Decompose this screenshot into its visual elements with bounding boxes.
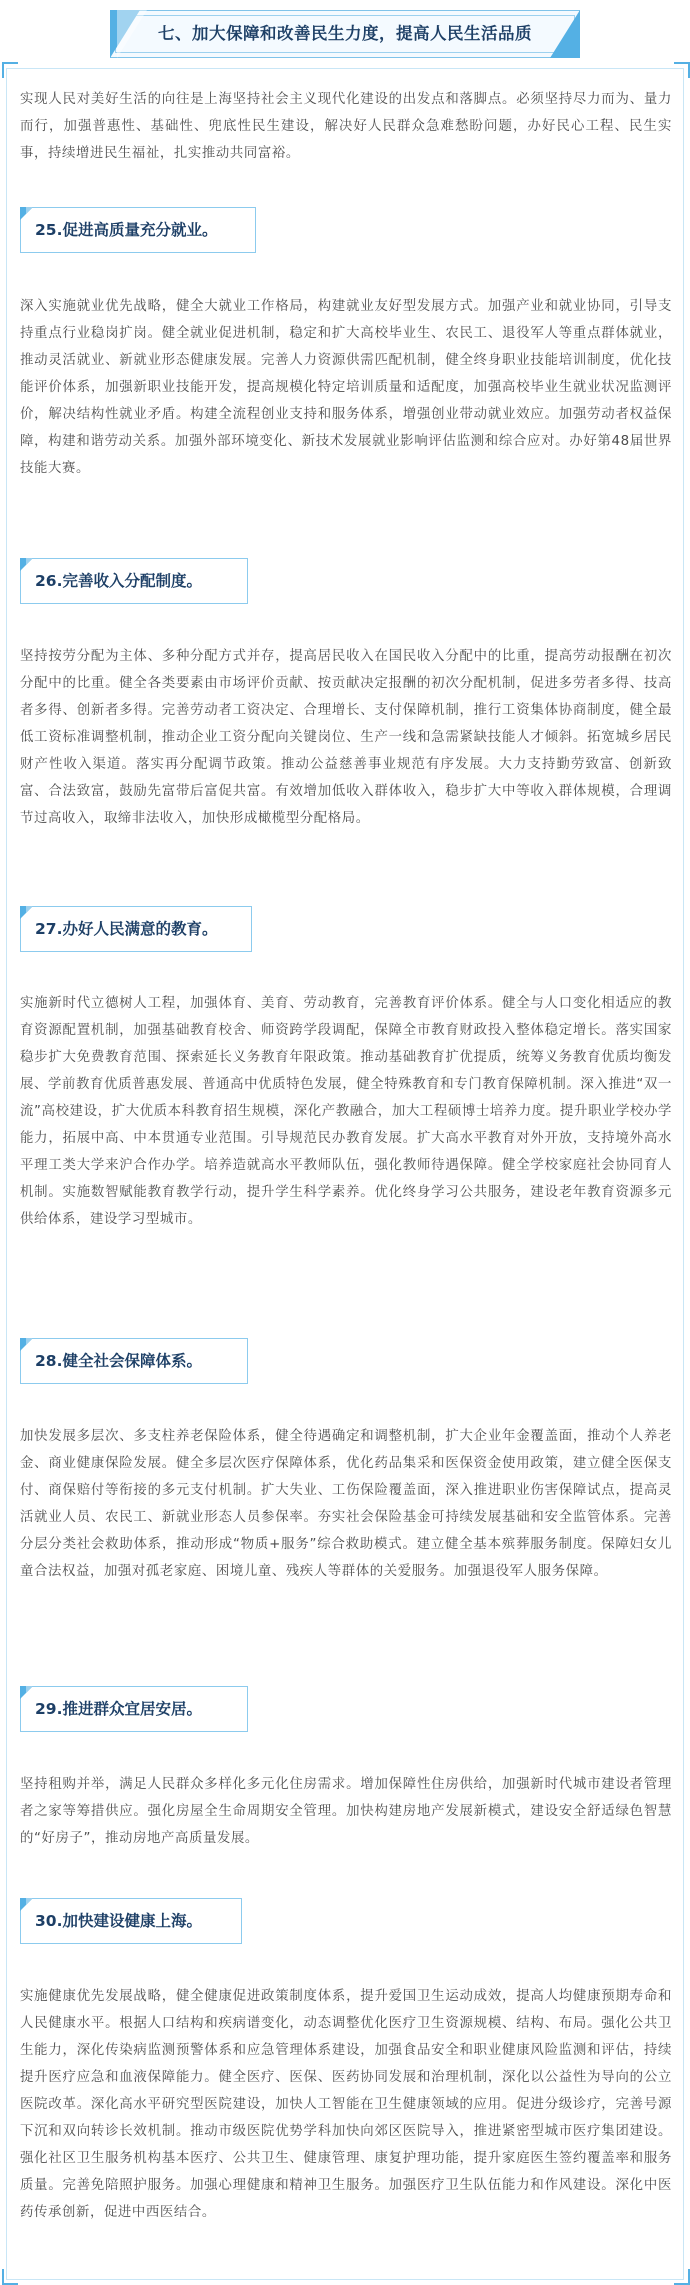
heading-corner-ornament-inner bbox=[26, 906, 33, 913]
section-body-education: 实施新时代立德树人工程，加强体育、美育、劳动教育，完善教育评价体系。健全与人口变化相适应的教育资源配置机制，加强基础教育校舍、师资跨学段调配，保障全市教育财政投入整体稳定增长。落实国家稳步扩大免费教育范围、探索延长义务教育年限政策。推动基础教育扩优提质，统筹义务教育优质均衡发展、学前教育优质普惠发展、普通高中优质特色发展，健全特殊教育和专门教育保障机制。深入推进“双一流”高校建设，扩大优质本科教育招生规模，深化产教融合，加大工程硕博士培养力度。提升职业学校办学能力，拓展中高、中本贯通专业范围。引导规范民办教育发展。扩大高水平教育对外开放，支持境外高水平理工类大学来沪合作办学。培养造就高水平教师队伍，强化教师待遇保障。健全学校家庭社会协同育人机制。实施数智赋能教育教学行动，提升学生科学素养。优化终身学习公共服务，建设老年教育资源多元供给体系，建设学习型城市。 bbox=[20, 996, 672, 1227]
section-heading-employment bbox=[20, 207, 256, 253]
heading-corner-ornament-inner bbox=[26, 1898, 33, 1905]
section-heading-social-security bbox=[20, 1338, 248, 1384]
heading-corner-ornament-inner bbox=[26, 1338, 33, 1345]
section-body-employment: 深入实施就业优先战略，健全大就业工作格局，构建就业友好型发展方式。加强产业和就业协同，引导支持重点行业稳岗扩岗。健全就业促进机制，稳定和扩大高校毕业生、农民工、退役军人等重点群体就业，推动灵活就业、新就业形态健康发展。完善人力资源供需匹配机制，健全终身职业技能培训制度，优化技能评价体系，加强新职业技能开发，提高规模化特定培训质量和适配度，加强高校毕业生就业状况监测评价，解决结构性就业矛盾。构建全流程创业支持和服务体系，增强创业带动就业效应。加强劳动者权益保障，构建和谐劳动关系。加强外部环境变化、新技术发展就业影响评估监测和综合应对。办好第48届世界技能大赛。 bbox=[20, 299, 672, 476]
section-heading-housing bbox=[20, 1686, 248, 1732]
frame-corner-top-left bbox=[2, 62, 18, 78]
heading-corner-ornament-inner bbox=[26, 558, 33, 565]
section-title: 26.完善收入分配制度。 bbox=[35, 572, 202, 590]
section-title: 25.促进高质量充分就业。 bbox=[35, 221, 218, 239]
section-heading-healthy-shanghai bbox=[20, 1898, 242, 1944]
chapter-title: 七、加大保障和改善民生力度，提高人民生活品质 bbox=[158, 24, 532, 43]
heading-corner-ornament-inner bbox=[26, 1686, 33, 1693]
heading-corner-ornament-inner bbox=[26, 207, 33, 214]
chapter-header bbox=[110, 10, 580, 58]
section-heading-income bbox=[20, 558, 248, 604]
section-title: 28.健全社会保障体系。 bbox=[35, 1352, 202, 1370]
section-body-income: 坚持按劳分配为主体、多种分配方式并存，提高居民收入在国民收入分配中的比重，提高劳动报酬在初次分配中的比重。健全各类要素由市场评价贡献、按贡献决定报酬的初次分配机制，促进多劳者多得、技高者多得、创新者多得。完善劳动者工资决定、合理增长、支付保障机制，推行工资集体协商制度，健全最低工资标准调整机制，推动企业工资分配向关键岗位、生产一线和急需紧缺技能人才倾斜。拓宽城乡居民财产性收入渠道。落实再分配调节政策。推动公益慈善事业规范有序发展。大力支持勤劳致富、创新致富、合法致富，鼓励先富带后富促共富。有效增加低收入群体收入，稳步扩大中等收入群体规模，合理调节过高收入，取缔非法收入，加快形成橄榄型分配格局。 bbox=[20, 649, 672, 826]
frame-corner-bottom-right bbox=[674, 2269, 690, 2285]
section-body-social-security: 加快发展多层次、多支柱养老保险体系，健全待遇确定和调整机制，扩大企业年金覆盖面，推动个人养老金、商业健康保险发展。健全多层次医疗保障体系，优化药品集采和医保资金使用政策，建立健全医保支付、商保赔付等衔接的多元支付机制。扩大失业、工伤保险覆盖面，深入推进职业伤害保障试点，提高灵活就业人员、农民工、新就业形态人员参保率。夯实社会保险基金可持续发展基础和安全监管体系。完善分层分类社会救助体系，推动形成“物质+服务”综合救助模式。建立健全基本殡葬服务制度。保障妇女儿童合法权益，加强对孤老家庭、困境儿童、残疾人等群体的关爱服务。加强退役军人服务保障。 bbox=[20, 1429, 672, 1579]
section-body-housing: 坚持租购并举，满足人民群众多样化多元化住房需求。增加保障性住房供给，加强新时代城市建设者管理者之家等筹措供应。强化房屋全生命周期安全管理。加快构建房地产发展新模式，建设安全舒适绿色智慧的“好房子”，推动房地产高质量发展。 bbox=[20, 1777, 672, 1846]
frame-corner-bottom-left bbox=[2, 2269, 18, 2285]
section-title: 29.推进群众宜居安居。 bbox=[35, 1700, 202, 1718]
frame-corner-top-right bbox=[674, 62, 690, 78]
section-title: 27.办好人民满意的教育。 bbox=[35, 920, 218, 938]
section-body-healthy-shanghai: 实施健康优先发展战略，健全健康促进政策制度体系，提升爱国卫生运动成效，提高人均健康预期寿命和人民健康水平。根据人口结构和疾病谱变化，动态调整优化医疗卫生资源规模、结构、布局。强化公共卫生能力，深化传染病监测预警体系和应急管理体系建设，加强食品安全和职业健康风险监测和评估，持续提升医疗应急和血液保障能力。健全医疗、医保、医药协同发展和治理机制，深化以公益性为导向的公立医院改革。深化高水平研究型医院建设，加快人工智能在卫生健康领域的应用。促进分级诊疗，完善号源下沉和双向转诊长效机制。推动市级医院优势学科加快向郊区医院导入，推进紧密型城市医疗集团建设。强化社区卫生服务机构基本医疗、公共卫生、健康管理、康复护理功能，提升家庭医生签约覆盖率和服务质量。完善免陪照护服务。加强心理健康和精神卫生服务。加强医疗卫生队伍能力和作风建设。深化中医药传承创新，促进中西医结合。 bbox=[20, 1989, 672, 2220]
section-title: 30.加快建设健康上海。 bbox=[35, 1912, 202, 1930]
intro-paragraph: 实现人民对美好生活的向往是上海坚持社会主义现代化建设的出发点和落脚点。必须坚持尽力而为、量力而行，加强普惠性、基础性、兜底性民生建设，解决好人民群众急难愁盼问题，办好民心工程、民生实事，持续增进民生福祉，扎实推动共同富裕。 bbox=[20, 92, 672, 161]
section-heading-education bbox=[20, 906, 252, 952]
